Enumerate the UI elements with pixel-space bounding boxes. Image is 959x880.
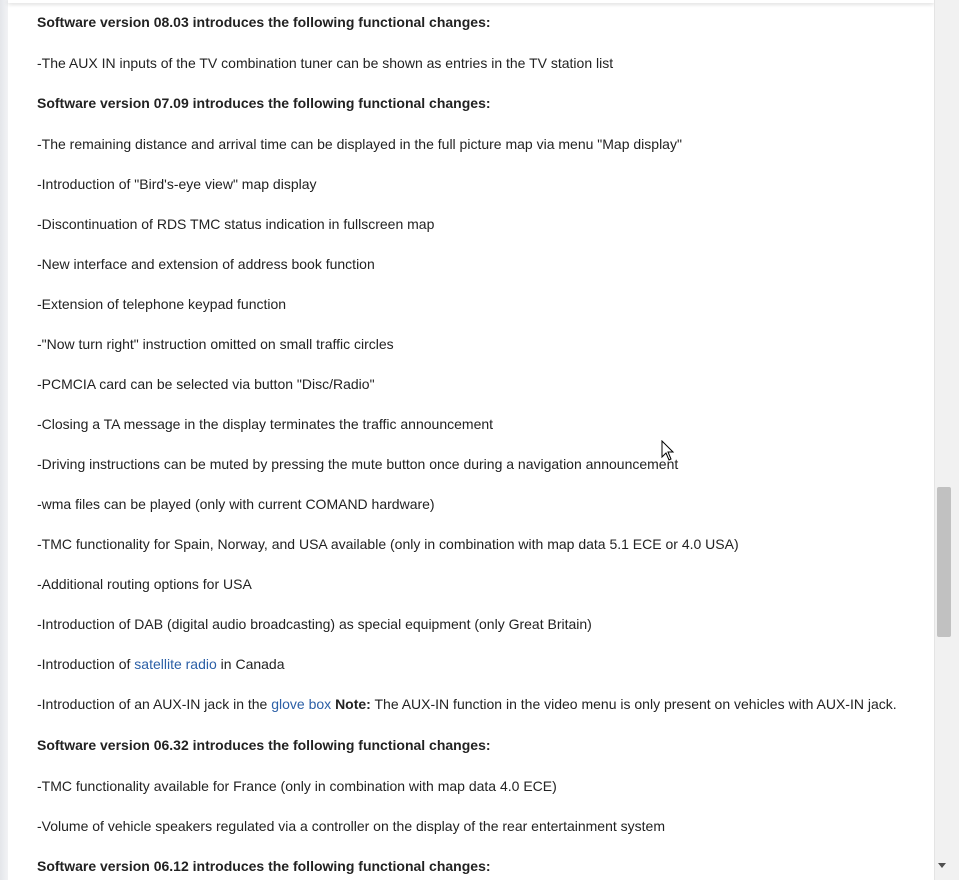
left-edge	[0, 0, 8, 880]
list-item-satellite-radio	[37, 655, 285, 673]
vertical-scrollbar[interactable]	[934, 0, 959, 880]
list-item-tmc-spain: -TMC functionality for Spain, Norway, and USA available (only in combination with map data 5.1 ECE or 4.0 USA)	[37, 536, 739, 552]
note-label: Note:	[335, 696, 371, 712]
mouse-pointer-icon	[661, 440, 675, 462]
aux-jack-prefix: -Introduction of an AUX-IN jack in the	[37, 696, 272, 712]
list-item-rds-tmc: -Discontinuation of RDS TMC status indication in fullscreen map	[37, 216, 435, 232]
scroll-down-arrow-icon[interactable]	[938, 863, 946, 868]
scrollbar-thumb[interactable]	[937, 487, 951, 637]
glove-box-link[interactable]: glove box	[271, 696, 332, 712]
list-item-remaining-distance: -The remaining distance and arrival time can be displayed in the full picture map via menu "Map display"	[37, 136, 682, 152]
list-item-routing-usa: -Additional routing options for USA	[37, 576, 252, 592]
list-item-mute: -Driving instructions can be muted by pressing the mute button once during a navigation announcement	[37, 456, 679, 472]
list-item-address-book: -New interface and extension of address book function	[37, 256, 375, 272]
list-item-wma: -wma files can be played (only with current COMAND hardware)	[37, 496, 435, 512]
list-item-volume: -Volume of vehicle speakers regulated via a controller on the display of the rear entertainment system	[37, 818, 665, 834]
satellite-prefix: -Introduction of	[37, 656, 135, 672]
list-item-dab: -Introduction of DAB (digital audio broadcasting) as special equipment (only Great Britain)	[37, 616, 592, 632]
list-item-birds-eye: -Introduction of "Bird's-eye view" map display	[37, 176, 317, 192]
list-item-aux-in: -The AUX IN inputs of the TV combination tuner can be shown as entries in the TV station list	[37, 55, 614, 71]
list-item-aux-jack	[37, 695, 897, 713]
list-item-turn-right: -"Now turn right" instruction omitted on small traffic circles	[37, 336, 394, 352]
list-item-pcmcia: -PCMCIA card can be selected via button "Disc/Radio"	[37, 376, 375, 392]
heading-version-0612: Software version 06.12 introduces the following functional changes:	[37, 858, 491, 874]
note-text: The AUX-IN function in the video menu is only present on vehicles with AUX-IN jack.	[370, 696, 897, 712]
heading-version-0632: Software version 06.32 introduces the following functional changes:	[37, 737, 491, 753]
heading-version-0709: Software version 07.09 introduces the following functional changes:	[37, 95, 491, 111]
list-item-tmc-france: -TMC functionality available for France (only in combination with map data 4.0 ECE)	[37, 778, 557, 794]
satellite-suffix: in Canada	[216, 656, 285, 672]
list-item-ta-message: -Closing a TA message in the display terminates the traffic announcement	[37, 416, 494, 432]
satellite-radio-link[interactable]: satellite radio	[134, 656, 217, 672]
list-item-keypad: -Extension of telephone keypad function	[37, 296, 287, 312]
article-content	[37, 0, 927, 880]
heading-version-0803: Software version 08.03 introduces the following functional changes:	[37, 14, 491, 30]
